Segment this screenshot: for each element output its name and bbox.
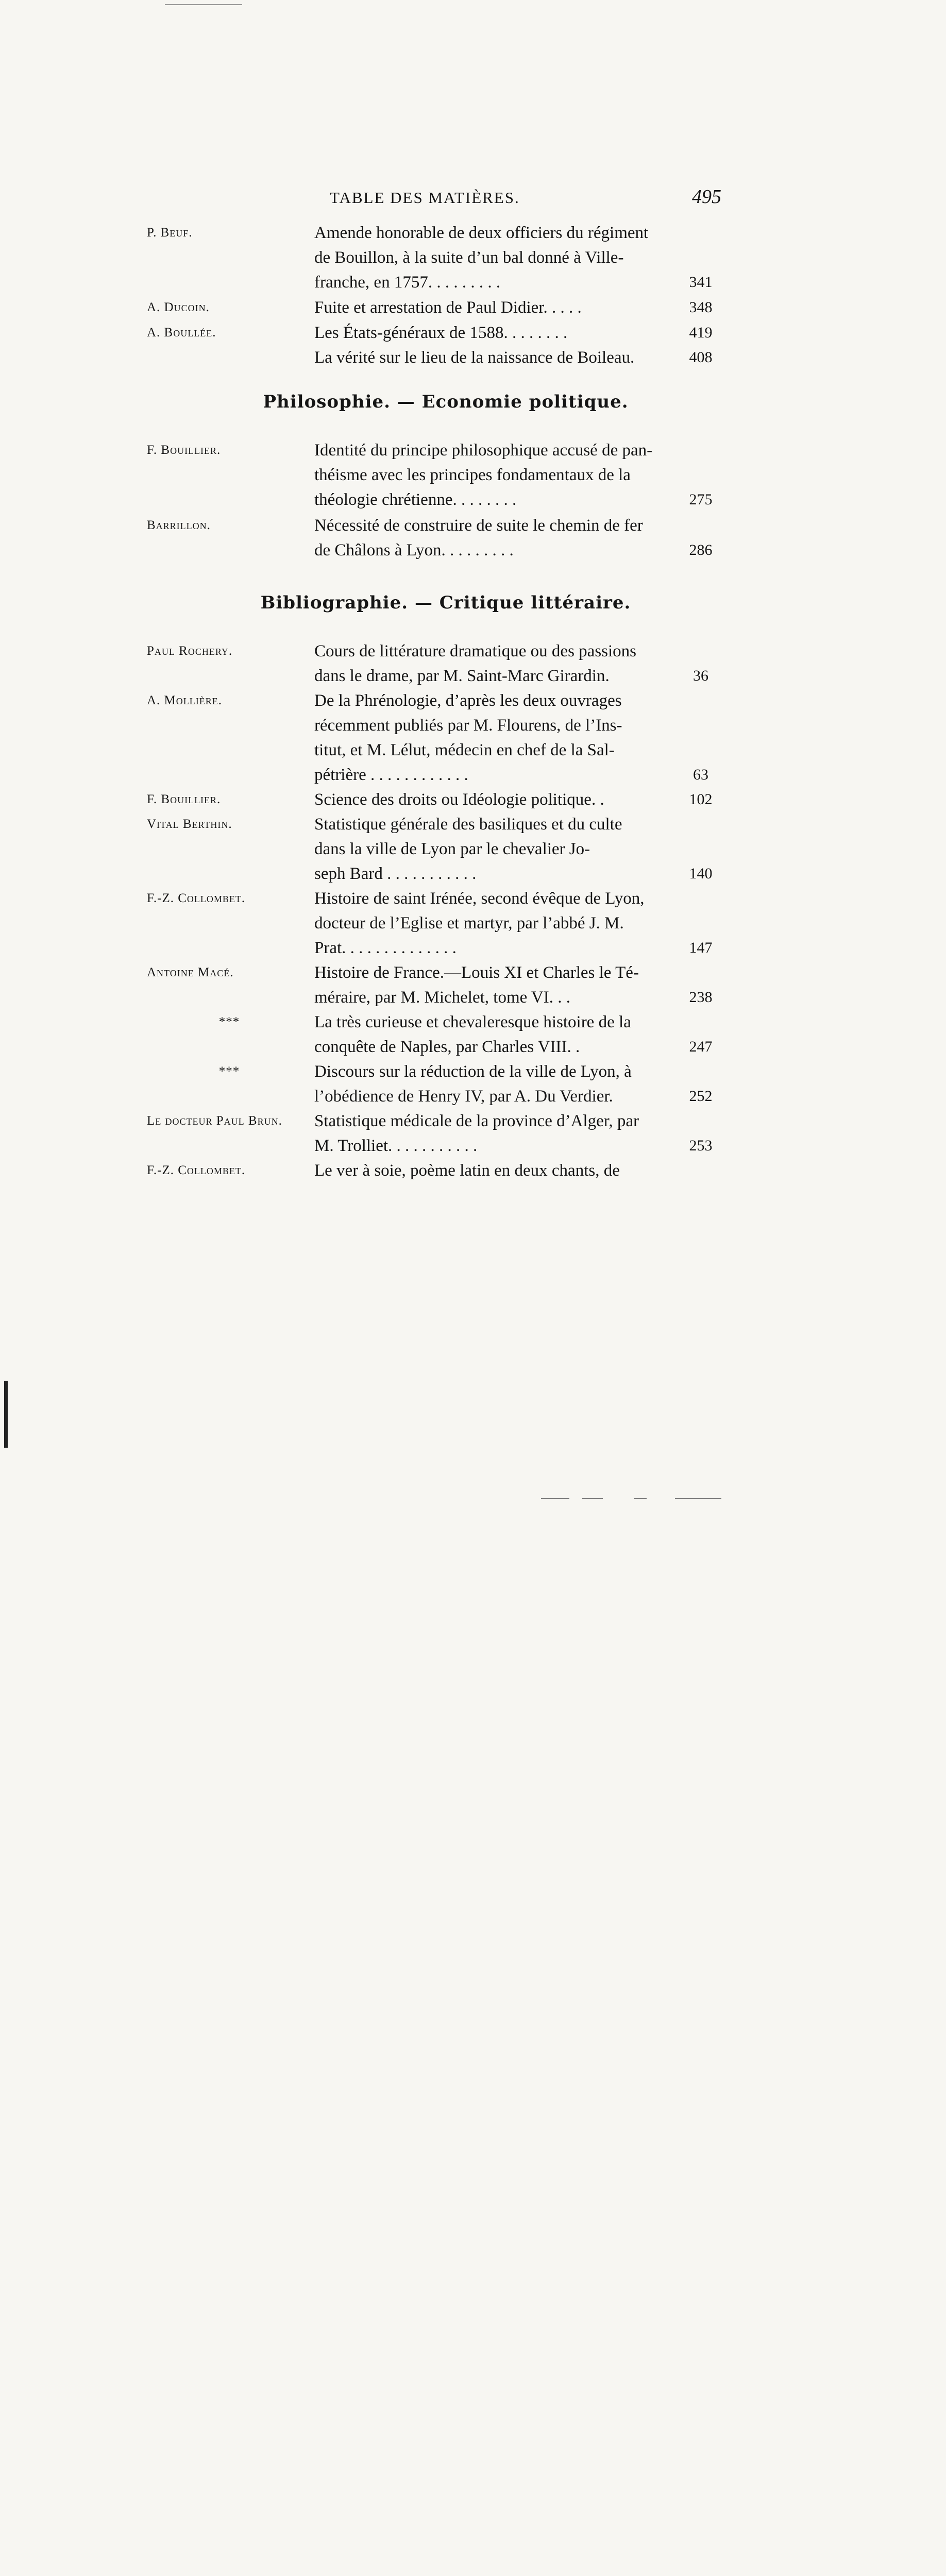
entry-title-line: théologie chrétienne. . . . . . . . (314, 490, 517, 509)
entry-author: Antoine Macé. (147, 965, 234, 979)
toc-entry (147, 438, 745, 513)
toc-entry (147, 1158, 745, 1183)
running-header (330, 185, 721, 211)
scan-artifact-left-bar (4, 1381, 8, 1448)
entry-author: P. Beuf. (147, 226, 193, 240)
entry-title-line: Cours de littérature dramatique ou des passions (314, 642, 637, 660)
toc-entry (147, 1010, 745, 1059)
entry-title-line: Fuite et arrestation de Paul Didier. . . . . (314, 298, 582, 317)
entry-title-line: Histoire de saint Irénée, second évêque de Lyon, (314, 889, 645, 908)
entry-title-line: théisme avec les principes fondamentaux de la (314, 466, 631, 484)
entry-title-line: Prat. . . . . . . . . . . . . . (314, 939, 457, 957)
entry-title-line: méraire, par M. Michelet, tome VI. . . (314, 988, 570, 1007)
entry-author-anonymous: *** (218, 1064, 240, 1078)
entry-author: F.-Z. Collombet. (147, 1163, 246, 1177)
entry-title-line: Les États-généraux de 1588. . . . . . . . (314, 324, 568, 342)
entry-title-line: récemment publiés par M. Flourens, de l’Ins- (314, 716, 622, 735)
entry-page-number: 408 (689, 349, 713, 366)
entry-title (314, 221, 660, 295)
entry-title (314, 960, 660, 1010)
toc-entry (147, 1059, 745, 1109)
scan-artifact-bottom-dash (634, 1498, 647, 1499)
entry-author: F. Bouillier. (147, 792, 221, 806)
entry-page-number: 253 (689, 1137, 713, 1154)
entry-page-number: 147 (689, 939, 713, 956)
entry-author: A. Boullée. (147, 326, 216, 340)
entry-page-number: 63 (693, 766, 708, 783)
toc-entry (147, 812, 745, 886)
section-heading-philosophie: Philosophie. — Economie politique. (263, 392, 629, 412)
entry-page-number: 286 (689, 541, 713, 558)
entry-author: F. Bouillier. (147, 443, 221, 457)
entry-title-line: Science des droits ou Idéologie politique. . (314, 790, 604, 809)
entry-title-line: seph Bard . . . . . . . . . . . (314, 865, 477, 883)
entry-title-line: Statistique médicale de la province d’Alger, par (314, 1112, 639, 1130)
entry-title-line: M. Trolliet. . . . . . . . . . . (314, 1137, 478, 1155)
section-heading-bibliographie: Bibliographie. — Critique littéraire. (260, 592, 631, 613)
entry-page-number: 247 (689, 1038, 713, 1055)
entry-title-line: Nécessité de construire de suite le chemin de fer (314, 516, 643, 535)
entry-page-number: 252 (689, 1088, 713, 1105)
entry-title-line: titut, et M. Lélut, médecin en chef de la Sal- (314, 741, 615, 759)
entry-title-line: Identité du principe philosophique accusé de pan- (314, 441, 653, 460)
entry-title (314, 1010, 660, 1059)
scan-artifact-bottom-dash (541, 1498, 569, 1499)
entry-title-line: l’obédience de Henry IV, par A. Du Verdier. (314, 1087, 613, 1106)
entry-title (314, 1109, 660, 1158)
entry-page-number: 275 (689, 491, 713, 508)
entry-title-line: dans la ville de Lyon par le chevalier Jo- (314, 840, 590, 858)
entry-author: Barrillon. (147, 518, 211, 532)
entry-title-line: Amende honorable de deux officiers du régiment (314, 224, 649, 242)
entry-title (314, 513, 660, 563)
entry-title-line: de Bouillon, à la suite d’un bal donné à Ville- (314, 248, 624, 267)
scan-artifact-top (165, 4, 242, 5)
toc-entry (147, 639, 745, 688)
page-number: 495 (692, 186, 721, 208)
entry-title (314, 787, 660, 812)
entry-title (314, 1059, 660, 1109)
toc-entry (147, 787, 745, 812)
entry-author: F.-Z. Collombet. (147, 891, 246, 905)
entry-page-number: 419 (689, 324, 713, 341)
toc-entry (147, 886, 745, 960)
entry-title-line: docteur de l’Eglise et martyr, par l’abbé J. M. (314, 914, 624, 933)
entry-title-line: De la Phrénologie, d’après les deux ouvrages (314, 691, 622, 710)
entry-title (314, 345, 660, 370)
entry-title (314, 688, 660, 787)
entry-title-line: Histoire de France.—Louis XI et Charles le Té- (314, 963, 639, 982)
entry-page-number: 102 (689, 791, 713, 808)
toc-entry (147, 960, 745, 1010)
entry-title (314, 639, 660, 688)
toc-entry (147, 1109, 745, 1158)
toc-entry (147, 320, 745, 345)
entry-author: A. Ducoin. (147, 300, 210, 314)
entry-title-line: conquête de Naples, par Charles VIII. . (314, 1038, 580, 1056)
entry-author-anonymous: *** (218, 1015, 240, 1029)
entry-title (314, 438, 660, 512)
entry-title-line: franche, en 1757. . . . . . . . . (314, 273, 501, 292)
entry-title-line: Discours sur la réduction de la ville de Lyon, à (314, 1062, 632, 1081)
entry-page-number (670, 1158, 732, 2576)
entry-page-number: 36 (693, 667, 708, 684)
entry-page-number: 348 (689, 299, 713, 316)
entry-title (314, 886, 660, 960)
entry-title (314, 295, 660, 320)
entry-page-number: 341 (689, 274, 713, 291)
page-title: TABLE DES MATIÈRES. (330, 189, 520, 207)
entry-title-line: pétrière . . . . . . . . . . . . (314, 766, 468, 784)
toc-entry (147, 688, 745, 787)
entry-page-number: 238 (689, 989, 713, 1006)
entry-title (314, 812, 660, 886)
entry-author: Paul Rochery. (147, 644, 233, 658)
entry-author: Le docteur Paul Brun. (147, 1114, 282, 1128)
entry-title-line: Le ver à soie, poème latin en deux chants, de (314, 1161, 620, 1180)
entry-page-number: 140 (689, 865, 713, 882)
toc-entry (147, 295, 745, 320)
entry-author: Vital Berthin. (147, 817, 232, 831)
scan-artifact-bottom-dash (582, 1498, 603, 1499)
entry-author: A. Mollière. (147, 693, 223, 707)
toc-entry (147, 513, 745, 563)
entry-title (314, 320, 660, 345)
entry-title-line: dans le drame, par M. Saint-Marc Girardin. (314, 667, 610, 685)
entry-title-line: de Châlons à Lyon. . . . . . . . . (314, 541, 514, 560)
entry-title-line: La très curieuse et chevaleresque histoire de la (314, 1013, 631, 1031)
toc-entry (147, 345, 745, 370)
entry-title (314, 1158, 660, 1183)
entry-title-line: La vérité sur le lieu de la naissance de Boileau. (314, 348, 635, 367)
entry-title-line: Statistique générale des basiliques et du culte (314, 815, 622, 834)
toc-entry (147, 221, 745, 296)
